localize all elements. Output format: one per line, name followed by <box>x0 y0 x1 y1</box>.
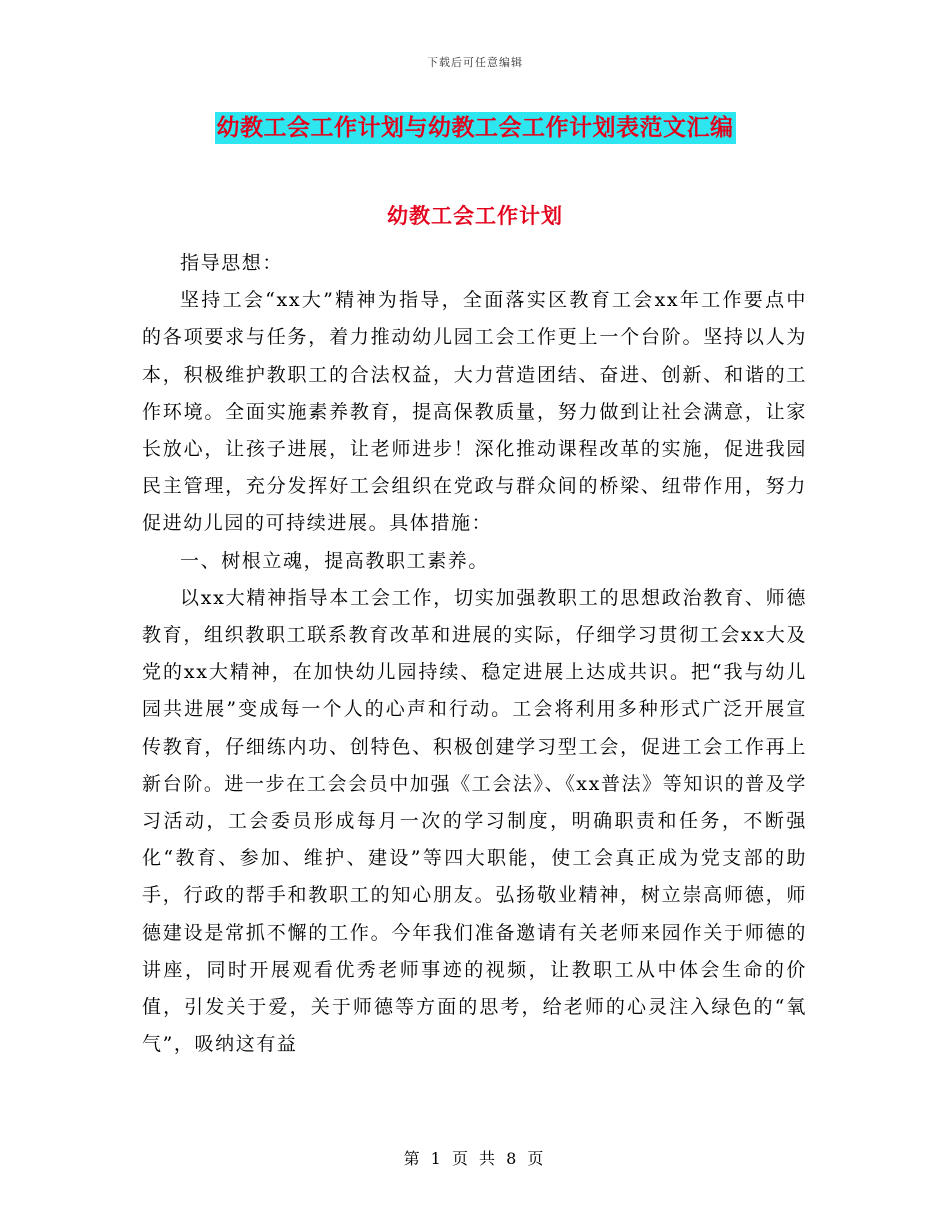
page-number-footer: 第 1 页 共 8 页 <box>403 1149 547 1168</box>
paragraph-measure-one-heading: 一、树根立魂，提高教职工素养。 <box>180 549 490 572</box>
document-title: 幼教工会工作计划与幼教工会工作计划表范文汇编 <box>215 112 736 144</box>
section-title: 幼教工会工作计划 <box>387 203 563 228</box>
document-title-container <box>0 112 950 144</box>
paragraph-guiding-ideology: 坚持工会“xx大”精神为指导，全面落实区教育工会xx年工作要点中的各项要求与任务，着力推动幼儿园工会工作更上一个台阶。坚持以人为本，积极维护教职工的合法权益，大力营造团结、奋进、创新、和谐的工作环境。全面实施素养教育，提高保教质量，努力做到让社会满意，让家长放心，让孩子进展，让老师进步！深化推动课程改革的实施，促进我园民主管理，充分发挥好工会组织在党政与群众间的桥梁、纽带作用，努力促进幼儿园的可持续进展。具体措施： <box>142 289 807 535</box>
document-body <box>142 245 807 1063</box>
page-header-note: 下载后可任意编辑 <box>427 56 523 69</box>
paragraph-measure-one: 以xx大精神指导本工会工作，切实加强教职工的思想政治教育、师德教育，组织教职工联系教育改革和进展的实际，仔细学习贯彻工会xx大及党的xx大精神，在加快幼儿园持续、稳定进展上达成共识。把“我与幼儿园共进展”变成每一个人的心声和行动。工会将利用多种形式广泛开展宣传教育，仔细练内功、创特色、积极创建学习型工会，促进工会工作再上新台阶。进一步在工会会员中加强《工会法》、《xx普法》等知识的普及学习活动，工会委员形成每月一次的学习制度，明确职责和任务，不断强化“教育、参加、维护、建设”等四大职能，使工会真正成为党支部的助手，行政的帮手和教职工的知心朋友。弘扬敬业精神，树立崇高师德，师德建设是常抓不懈的工作。今年我们准备邀请有关老师来园作关于师德的讲座，同时开展观看优秀老师事迹的视频，让教职工从中体会生命的价值，引发关于爱，关于师德等方面的思考，给老师的心灵注入绿色的“氧气”，吸纳这有益 <box>142 586 807 1056</box>
paragraph-guiding-ideology-heading: 指导思想： <box>180 252 284 274</box>
